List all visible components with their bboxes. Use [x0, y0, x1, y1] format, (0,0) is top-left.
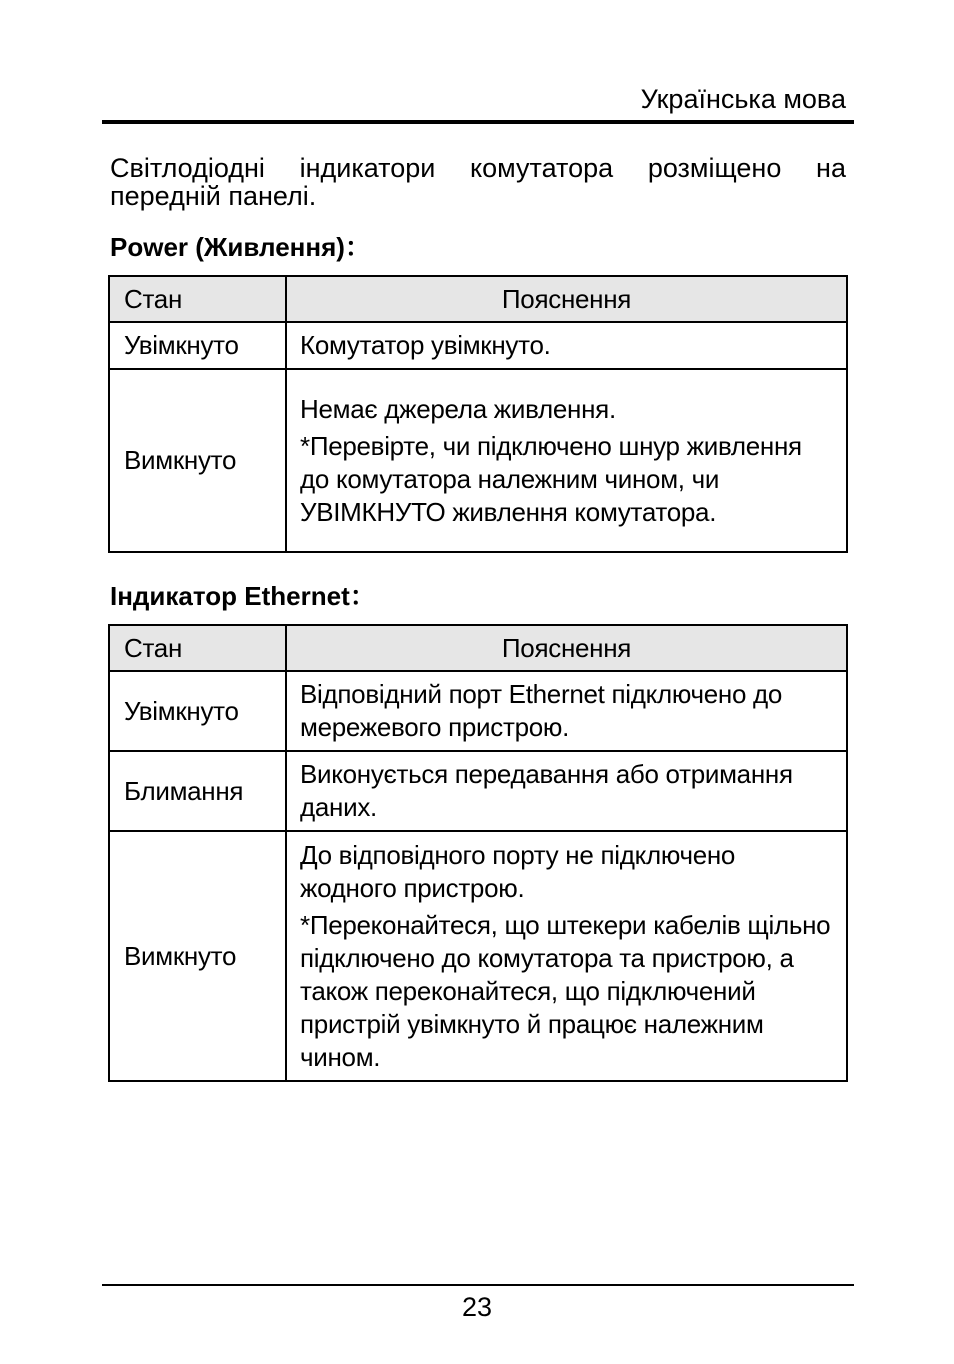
- table-header-row: [109, 276, 847, 322]
- table-row: [109, 751, 847, 831]
- explanation-cell: [286, 369, 847, 552]
- explanation-text: До відповідного порту не підключено жодного пристрою.: [300, 839, 736, 903]
- table-row: [109, 369, 847, 552]
- state-cell: Вимкнуто: [109, 831, 286, 1081]
- ethernet-section-title: Індикатор Ethernet：: [110, 581, 376, 611]
- explanation-text: Комутатор увімкнуто.: [300, 330, 551, 360]
- page-header-language: Українська мова: [640, 84, 846, 114]
- explanation-cell: [286, 671, 847, 751]
- table-header-row: [109, 625, 847, 671]
- column-header-state: Стан: [109, 625, 286, 671]
- intro-line-2: передній панелі.: [110, 181, 317, 211]
- intro-word: розміщено: [647, 153, 782, 183]
- state-cell: Вимкнуто: [109, 369, 286, 552]
- explanation-text: Немає джерела живлення.: [300, 393, 616, 424]
- explanation-note: *Переконайтеся, що штекери кабелів щільно підключено до комутатора та пристрою, а також переконайтеся, що підключений пристрій увімкнуто й працює належним чином.: [300, 909, 831, 1072]
- ethernet-table: [108, 624, 848, 1082]
- explanation-text: Відповідний порт Ethernet підключено до мережевого пристрою.: [300, 679, 783, 742]
- column-header-state: Стан: [109, 276, 286, 322]
- column-header-explanation: Пояснення: [286, 625, 847, 671]
- intro-paragraph: [110, 154, 846, 210]
- explanation-text: Виконується передавання або отримання даних.: [300, 759, 793, 822]
- header-divider: [102, 120, 854, 124]
- page-number: 23: [461, 1292, 493, 1322]
- state-cell: Блимання: [109, 751, 286, 831]
- intro-word: комутатора: [470, 153, 614, 183]
- footer-divider: [102, 1284, 854, 1286]
- intro-line-1: [110, 154, 846, 182]
- table-row: [109, 671, 847, 751]
- power-section-title: Power (Живлення)：: [110, 232, 371, 262]
- intro-word: Світлодіодні: [110, 153, 265, 183]
- intro-word: на: [816, 153, 846, 183]
- table-row: [109, 322, 847, 369]
- explanation-cell: [286, 831, 847, 1081]
- explanation-cell: [286, 751, 847, 831]
- column-header-explanation: Пояснення: [286, 276, 847, 322]
- state-cell: Увімкнуто: [109, 671, 286, 751]
- explanation-note: *Перевірте, чи підключено шнур живлення до комутатора належним чином, чи УВІМКНУТО живлення комутатора.: [300, 430, 802, 527]
- table-row: [109, 831, 847, 1081]
- state-cell: Увімкнуто: [109, 322, 286, 369]
- power-table: [108, 275, 848, 553]
- explanation-cell: [286, 322, 847, 369]
- intro-word: індикатори: [299, 153, 436, 183]
